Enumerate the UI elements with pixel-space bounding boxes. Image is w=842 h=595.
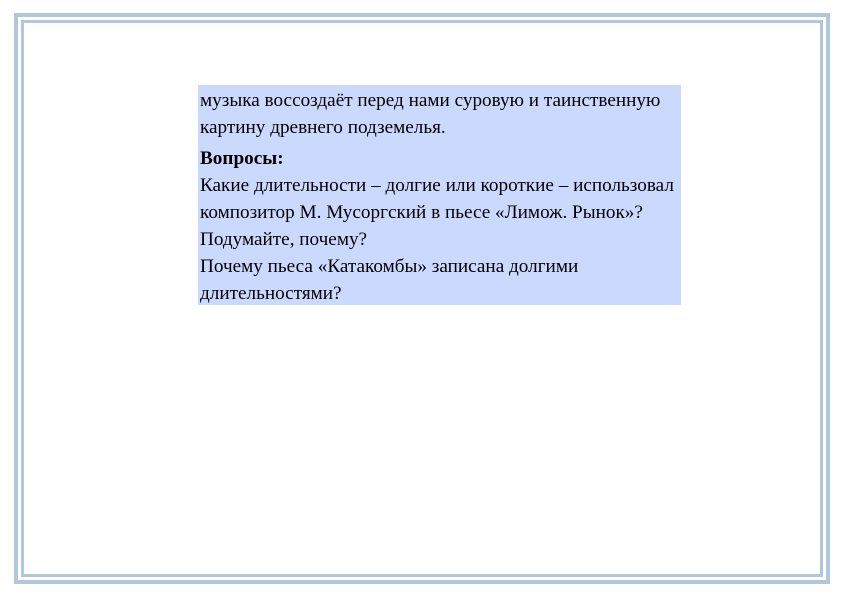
lead-paragraph: музыка воссоздаёт перед нами суровую и таинственную картину древнего подземелья. [200, 90, 661, 138]
questions-heading: Вопросы: [200, 148, 284, 169]
text-block [198, 85, 681, 305]
question-1: Какие длительности – долгие или короткие – использовал композитор М. Мусоргский в пьесе «Лимож. Рынок»? Подумайте, почему? [200, 175, 674, 250]
question-2: Почему пьеса «Катакомбы» записана долгими длительностями? [200, 256, 579, 304]
